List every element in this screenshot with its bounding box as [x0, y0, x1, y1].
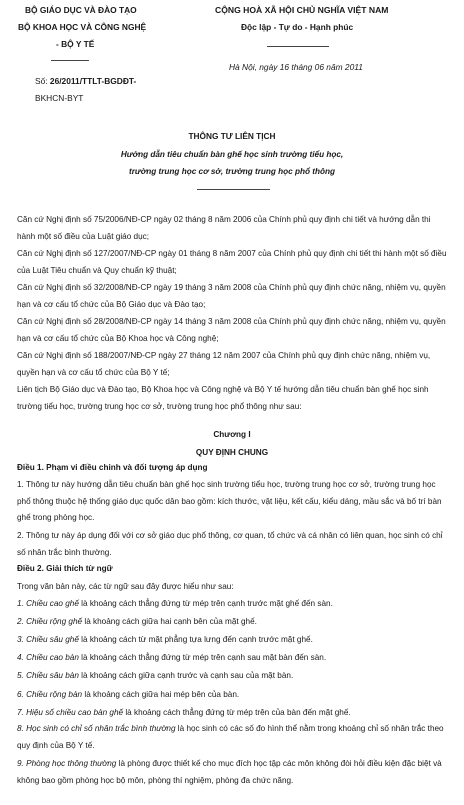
preamble-6: Liên tịch Bộ Giáo dục và Đào tạo, Bộ Khoa học và Công nghệ và Bộ Y tế hướng dẫn tiêu chuẩn bàn ghế học sinh trường tiểu học, trường trung học cơ sở, trường trung học phổ thông như sau:	[17, 385, 429, 411]
definition-item-9	[17, 756, 449, 789]
preamble-3: Căn cứ Nghị định số 32/2008/NĐ-CP ngày 19 tháng 3 năm 2008 của Chính phủ quy định chức năng, nhiệm vụ, quyền hạn và cơ cấu tổ chức của Bộ Giáo dục và Đào tạo;	[17, 283, 446, 309]
article-1-clause-1: 1. Thông tư này hướng dẫn tiêu chuẩn bàn ghế học sinh trường tiểu học, trường trung học cơ sở, trường trung học phổ thông thuộc hệ thống giáo dục quốc dân bao gồm: kích thước, vật liệu, kết cấu, kiểu dáng, mầu sắc và bố trí bàn ghế trong phòng học.	[17, 480, 442, 523]
definition-term: 6. Chiều rộng bàn	[17, 690, 83, 699]
definition-item	[17, 634, 457, 645]
doc-subtitle-2: trường trung học cơ sở, trường trung học phổ thông	[128, 167, 336, 176]
definition-item	[17, 616, 457, 627]
definition-item-8	[17, 721, 449, 754]
chapter-number: Chương I	[213, 430, 251, 439]
definition-item	[17, 598, 457, 609]
definition-text: là khoảng cách thẳng đứng từ mép trên của bàn đến mặt ghế.	[123, 708, 351, 717]
article-1-clause-2: 2. Thông tư này áp dụng đối với cơ sở giáo dục phổ thông, cơ quan, tổ chức và cá nhân có liên quan, học sinh có chỉ số nhân trắc bình thường.	[17, 531, 443, 557]
definition-item	[17, 707, 457, 718]
preamble-4: Căn cứ Nghị định số 28/2008/NĐ-CP ngày 14 tháng 3 năm 2008 của Chính phủ quy định chức năng, nhiệm vụ, quyền hạn và cơ cấu tổ chức của Bộ Khoa học và Công nghệ;	[17, 317, 446, 343]
preamble-5: Căn cứ Nghị định số 188/2007/NĐ-CP ngày 27 tháng 12 năm 2007 của Chính phủ quy định chức năng, nhiệm vụ, quyền hạn và cơ cấu tổ chức của Bộ Y tế;	[17, 351, 431, 377]
definition-term: 4. Chiều cao bàn	[17, 653, 79, 662]
ministry-science: BỘ KHOA HỌC VÀ CÔNG NGHỆ	[18, 22, 147, 32]
left-divider	[51, 60, 89, 61]
article-1-heading: Điều 1. Phạm vi điều chỉnh và đối tượng áp dụng	[17, 463, 208, 472]
ministry-education: BỘ GIÁO DỤC VÀ ĐÀO TẠO	[25, 5, 137, 15]
definition-text: là khoảng cách giữa cạnh trước và cạnh sau của mặt bàn.	[78, 671, 294, 680]
definition-term: 1. Chiều cao ghế	[17, 599, 79, 608]
definition-item	[17, 652, 457, 663]
definition-text: là khoảng cách từ mặt phẳng tựa lưng đến cạnh trước mặt ghế.	[78, 635, 313, 644]
definition-term: 8. Học sinh có chỉ số nhân trắc bình thường	[17, 724, 176, 733]
definition-text: là khoảng cách thẳng đứng từ mép trên cạnh sau mặt bàn đến sàn.	[78, 653, 327, 662]
definition-text: là học sinh có các số đo hình thể nằm trong khoảng chỉ số nhân trắc theo quy định của Bộ Y tế.	[17, 724, 444, 750]
right-divider	[267, 46, 329, 47]
definition-term: 2. Chiều rộng ghế	[17, 617, 83, 626]
definition-item	[17, 670, 457, 681]
definition-term: 7. Hiệu số chiều cao bàn ghế	[17, 708, 124, 717]
doc-title: THÔNG TƯ LIÊN TỊCH	[188, 131, 276, 141]
doc-subtitle-1: Hướng dẫn tiêu chuẩn bàn ghế học sinh trường tiểu học,	[120, 150, 344, 159]
definition-item	[17, 689, 457, 700]
definition-text: là khoảng cách giữa hai cạnh bên của mặt ghế.	[82, 617, 257, 626]
title-divider	[197, 189, 270, 190]
national-motto: Độc lập - Tự do - Hạnh phúc	[241, 22, 354, 32]
definition-term: 3. Chiều sâu ghế	[17, 635, 79, 644]
doc-number-label: Số:	[35, 76, 48, 86]
doc-number-cont: BKHCN-BYT	[35, 93, 84, 103]
preamble-1: Căn cứ Nghị định số 75/2006/NĐ-CP ngày 02 tháng 8 năm 2006 của Chính phủ quy định chi tiết và hướng dẫn thi hành một số điều của Luật giáo dục;	[17, 215, 431, 241]
doc-number-value: 26/2011/TTLT-BGDĐT-	[49, 76, 137, 86]
definition-text: là phòng được thiết kế cho mục đích học tập các môn không đòi hỏi điều kiện đặc biệt và không bao gồm phòng học bộ môn, phòng thí nghiệm, phòng đa chức năng.	[17, 759, 442, 785]
preamble-2: Căn cứ Nghị định số 127/2007/NĐ-CP ngày 01 tháng 8 năm 2007 của Chính phủ quy định chi tiết thi hành một số điều của Luật Tiêu chuẩn và Quy chuẩn kỹ thuật;	[17, 249, 447, 275]
article-2-heading: Điều 2. Giải thích từ ngữ	[17, 564, 113, 573]
ministry-health: - BỘ Y TẾ	[56, 39, 95, 49]
definition-term: 9. Phòng học thông thường	[17, 759, 117, 768]
chapter-name: QUY ĐỊNH CHUNG	[195, 448, 269, 457]
date-line: Hà Nội, ngày 16 tháng 06 năm 2011	[229, 62, 363, 72]
doc-number	[35, 75, 136, 88]
republic-name: CỘNG HOÀ XÃ HỘI CHỦ NGHĨA VIỆT NAM	[215, 5, 389, 15]
definition-text: là khoảng cách thẳng đứng từ mép trên cạnh trước mặt ghế đến sàn.	[78, 599, 333, 608]
article-2-intro: Trong văn bản này, các từ ngữ sau đây được hiểu như sau:	[17, 582, 234, 591]
definition-text: là khoảng cách giữa hai mép bên của bàn.	[82, 690, 240, 699]
definition-term: 5. Chiều sâu bàn	[17, 671, 79, 680]
